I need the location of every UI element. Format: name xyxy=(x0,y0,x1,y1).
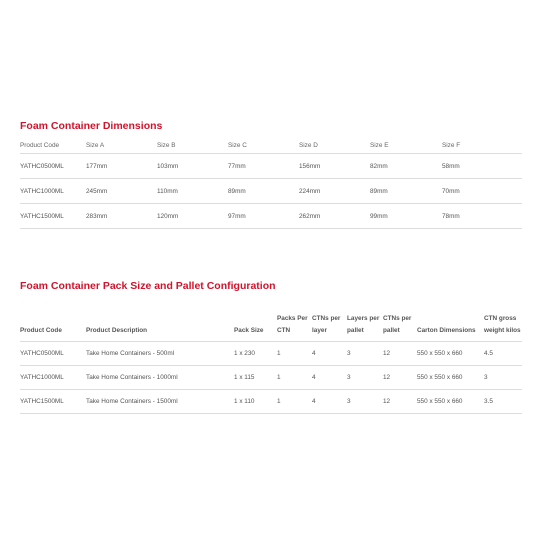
dimensions-header-row xyxy=(20,137,522,154)
cell-product-description: Take Home Containers - 1500ml xyxy=(86,390,234,414)
col-header-carton-dimensions: Carton Dimensions xyxy=(417,298,484,342)
cell-layers-per-pallet: 3 xyxy=(347,366,383,390)
pack-header-row xyxy=(20,298,522,342)
cell-size-d: 156mm xyxy=(299,154,370,179)
cell-size-b: 120mm xyxy=(157,204,228,229)
cell-size-d: 262mm xyxy=(299,204,370,229)
cell-carton-dimensions: 550 x 550 x 660 xyxy=(417,342,484,366)
cell-size-f: 70mm xyxy=(442,179,522,204)
col-header-product-description: Product Description xyxy=(86,298,234,342)
cell-ctns-per-layer: 4 xyxy=(312,366,347,390)
cell-product-code: YATHC1500ML xyxy=(20,204,86,229)
table-row xyxy=(20,179,522,204)
pack-table xyxy=(20,298,522,414)
cell-carton-dimensions: 550 x 550 x 660 xyxy=(417,366,484,390)
cell-ctns-per-pallet: 12 xyxy=(383,342,417,366)
cell-size-a: 245mm xyxy=(86,179,157,204)
cell-size-a: 283mm xyxy=(86,204,157,229)
cell-ctn-gross-weight: 4.5 xyxy=(484,342,522,366)
cell-product-code: YATHC0500ML xyxy=(20,154,86,179)
cell-size-e: 82mm xyxy=(370,154,442,179)
cell-pack-size: 1 x 230 xyxy=(234,342,277,366)
table-row xyxy=(20,390,522,414)
cell-size-c: 97mm xyxy=(228,204,299,229)
cell-ctns-per-layer: 4 xyxy=(312,342,347,366)
col-header-size-b: Size B xyxy=(157,137,228,154)
col-header-product-code: Product Code xyxy=(20,298,86,342)
cell-size-b: 103mm xyxy=(157,154,228,179)
col-header-ctns-per-layer: CTNs per layer xyxy=(312,298,347,342)
cell-carton-dimensions: 550 x 550 x 660 xyxy=(417,390,484,414)
cell-product-code: YATHC1000ML xyxy=(20,179,86,204)
col-header-packs-per-ctn: Packs Per CTN xyxy=(277,298,312,342)
cell-ctns-per-layer: 4 xyxy=(312,390,347,414)
cell-size-b: 110mm xyxy=(157,179,228,204)
dimensions-table xyxy=(20,137,522,229)
cell-size-e: 99mm xyxy=(370,204,442,229)
pack-title: Foam Container Pack Size and Pallet Configuration xyxy=(20,280,276,292)
cell-size-d: 224mm xyxy=(299,179,370,204)
cell-packs-per-ctn: 1 xyxy=(277,366,312,390)
cell-ctn-gross-weight: 3.5 xyxy=(484,390,522,414)
col-header-size-d: Size D xyxy=(299,137,370,154)
col-header-size-a: Size A xyxy=(86,137,157,154)
cell-size-f: 78mm xyxy=(442,204,522,229)
cell-ctn-gross-weight: 3 xyxy=(484,366,522,390)
col-header-layers-per-pallet: Layers per pallet xyxy=(347,298,383,342)
col-header-size-f: Size F xyxy=(442,137,522,154)
cell-size-a: 177mm xyxy=(86,154,157,179)
col-header-product-code: Product Code xyxy=(20,137,86,154)
col-header-ctns-per-pallet: CTNs per pallet xyxy=(383,298,417,342)
col-header-size-c: Size C xyxy=(228,137,299,154)
cell-size-c: 77mm xyxy=(228,154,299,179)
cell-product-code: YATHC1500ML xyxy=(20,390,86,414)
cell-packs-per-ctn: 1 xyxy=(277,390,312,414)
cell-size-e: 89mm xyxy=(370,179,442,204)
table-row xyxy=(20,204,522,229)
cell-ctns-per-pallet: 12 xyxy=(383,366,417,390)
table-row xyxy=(20,366,522,390)
cell-layers-per-pallet: 3 xyxy=(347,390,383,414)
cell-pack-size: 1 x 110 xyxy=(234,390,277,414)
cell-size-c: 89mm xyxy=(228,179,299,204)
cell-ctns-per-pallet: 12 xyxy=(383,390,417,414)
col-header-pack-size: Pack Size xyxy=(234,298,277,342)
cell-product-description: Take Home Containers - 500ml xyxy=(86,342,234,366)
col-header-ctn-gross-weight: CTN gross weight kilos xyxy=(484,298,522,342)
table-row xyxy=(20,154,522,179)
cell-packs-per-ctn: 1 xyxy=(277,342,312,366)
table-row xyxy=(20,342,522,366)
col-header-size-e: Size E xyxy=(370,137,442,154)
cell-product-code: YATHC1000ML xyxy=(20,366,86,390)
cell-layers-per-pallet: 3 xyxy=(347,342,383,366)
dimensions-title: Foam Container Dimensions xyxy=(20,120,163,132)
cell-product-code: YATHC0500ML xyxy=(20,342,86,366)
cell-size-f: 58mm xyxy=(442,154,522,179)
cell-pack-size: 1 x 115 xyxy=(234,366,277,390)
cell-product-description: Take Home Containers - 1000ml xyxy=(86,366,234,390)
